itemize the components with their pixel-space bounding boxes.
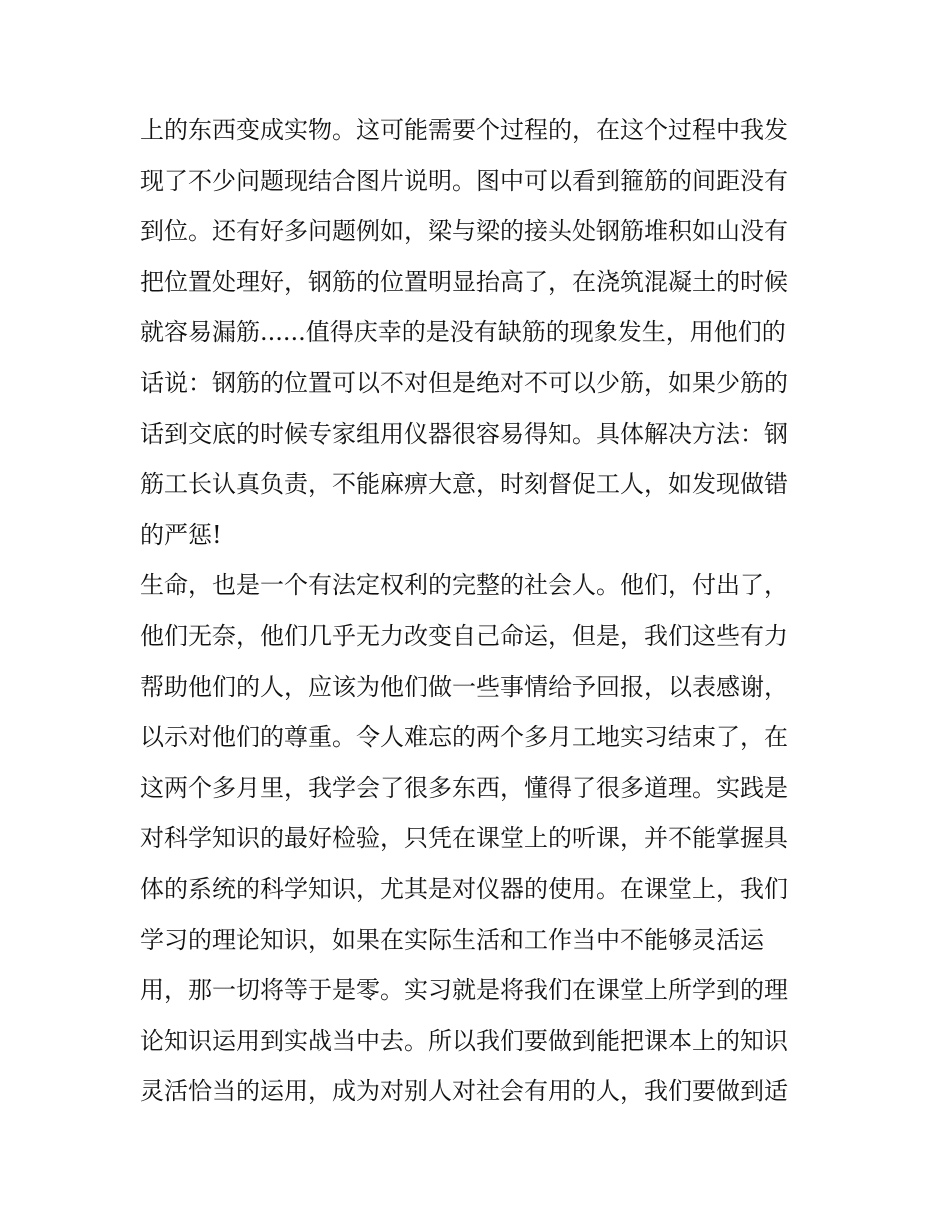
text-line: 论知识运用到实战当中去。所以我们要做到能把课本上的知识 xyxy=(140,1026,788,1055)
text-line: 生命，也是一个有法定权利的完整的社会人。他们，付出了， xyxy=(140,571,788,600)
text-line: 话到交底的时候专家组用仪器很容易得知。具体解决方法：钢 xyxy=(140,419,788,448)
text-line: 体的系统的科学知识，尤其是对仪器的使用。在课堂上，我们 xyxy=(140,874,788,903)
text-line: 的严惩! xyxy=(140,520,222,549)
body-text xyxy=(140,105,820,1117)
text-line: 就容易漏筋......值得庆幸的是没有缺筋的现象发生，用他们的 xyxy=(140,318,786,347)
text-line: 这两个多月里，我学会了很多东西，懂得了很多道理。实践是 xyxy=(140,773,788,802)
text-line: 用，那一切将等于是零。实习就是将我们在课堂上所学到的理 xyxy=(140,976,788,1005)
text-line: 话说：钢筋的位置可以不对但是绝对不可以少筋，如果少筋的 xyxy=(140,368,788,397)
text-line: 帮助他们的人，应该为他们做一些事情给予回报，以表感谢， xyxy=(140,672,788,701)
text-line: 以示对他们的尊重。令人难忘的两个多月工地实习结束了，在 xyxy=(140,723,788,752)
text-line: 筋工长认真负责，不能麻痹大意，时刻督促工人，如发现做错 xyxy=(140,470,788,499)
text-line: 他们无奈，他们几乎无力改变自己命运，但是，我们这些有力 xyxy=(140,621,788,650)
text-line: 学习的理论知识，如果在实际生活和工作当中不能够灵活运 xyxy=(140,925,764,954)
text-line: 灵活恰当的运用，成为对别人对社会有用的人，我们要做到适 xyxy=(140,1077,788,1106)
text-line: 对科学知识的最好检验，只凭在课堂上的听课，并不能掌握具 xyxy=(140,824,788,853)
text-line: 上的东西变成实物。这可能需要个过程的，在这个过程中我发 xyxy=(140,116,788,144)
text-line: 到位。还有好多问题例如，梁与梁的接头处钢筋堆积如山没有 xyxy=(140,217,788,246)
text-line: 现了不少问题现结合图片说明。图中可以看到箍筋的间距没有 xyxy=(140,166,788,195)
text-line: 把位置处理好，钢筋的位置明显抬高了，在浇筑混凝土的时候 xyxy=(140,267,788,296)
